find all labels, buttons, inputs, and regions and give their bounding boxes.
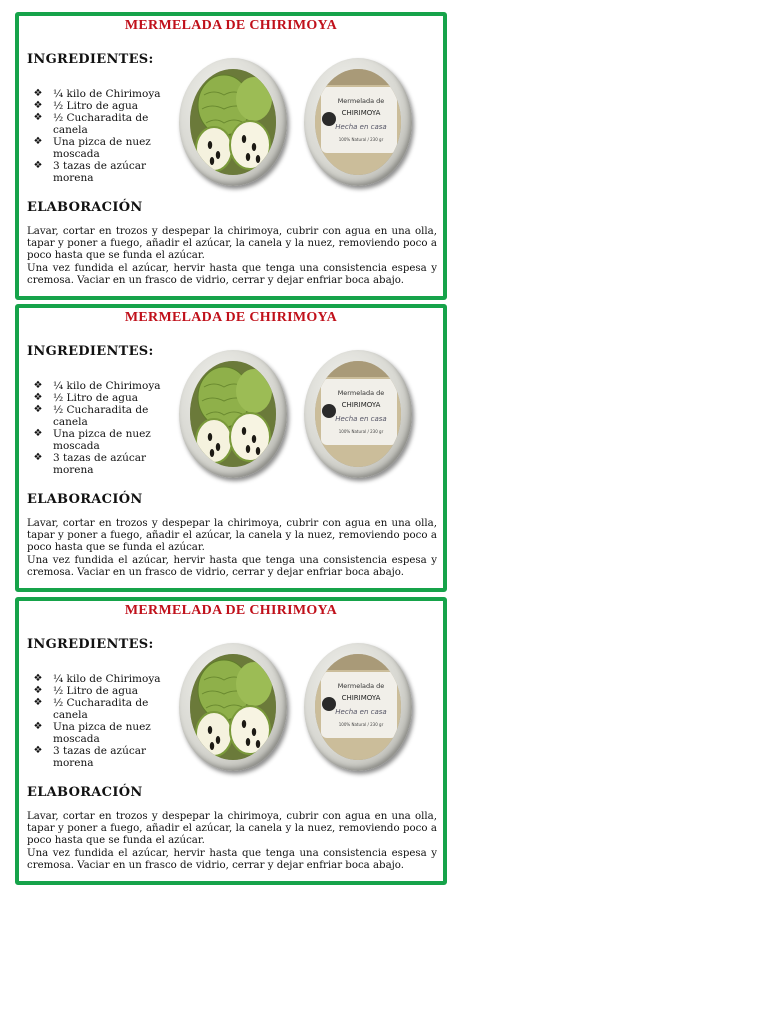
elaboration-heading: ELABORACIÓN [27,785,143,800]
jar-label-line4: 100% Natural / 230 gr [338,722,384,727]
jar-label-line4: 100% Natural / 230 gr [338,429,384,434]
ingredient-text: 3 tazas de azúcar morena [53,745,147,769]
ingredient-text: 3 tazas de azúcar morena [53,160,147,184]
ingredient-item [31,136,181,160]
diamond-bullet-icon: ❖ [33,745,43,756]
ingredient-item [31,673,181,685]
card-title: MERMELADA DE CHIRIMOYA [124,18,338,33]
ingredient-item [31,745,181,769]
jam-jar-image [315,69,401,175]
diamond-bullet-icon: ❖ [33,100,43,111]
jar-label-line2: CHIRIMOYA [341,401,381,409]
diamond-bullet-icon: ❖ [33,404,43,415]
ingredient-item [31,380,181,392]
ingredient-text: Una pizca de nuez moscada [53,721,151,745]
jar-label-line1: Mermelada de [337,97,385,105]
ingredients-heading: INGREDIENTES: [27,52,154,67]
chirimoya-photo-frame [179,643,287,771]
ingredients-list [31,380,181,476]
ingredient-item [31,452,181,476]
ingredient-text: ¼ kilo de Chirimoya [53,380,161,392]
jar-label-line1: Mermelada de [337,682,385,690]
ingredient-text: Una pizca de nuez moscada [53,428,151,452]
chirimoya-photo-frame [179,350,287,478]
jam-jar-image [315,654,401,760]
chirimoya-fruit-image [190,69,276,175]
diamond-bullet-icon: ❖ [33,392,43,403]
elaboration-text [27,811,437,872]
diamond-bullet-icon: ❖ [33,452,43,463]
elaboration-text [27,518,437,579]
step-paragraph: Una vez fundida el azúcar, hervir hasta que tenga una consistencia espesa y cremosa. Vaciar en un frasco de vidrio, cerrar y dejar enfriar boca abajo. [27,554,437,578]
step-paragraph: Lavar, cortar en trozos y despepar la chirimoya, cubrir con agua en una olla, tapar y poner a fuego, añadir el azúcar, la canela y la nuez, removiendo poco a poco hasta que se funda el azúcar. [27,226,437,262]
ingredient-item [31,100,181,112]
ingredient-item [31,88,181,100]
ingredient-item [31,112,181,136]
ingredient-item [31,428,181,452]
ingredient-text: ½ Cucharadita de canela [53,112,149,136]
ingredient-text: Una pizca de nuez moscada [53,136,151,160]
jar-label-line1: Mermelada de [337,389,385,397]
diamond-bullet-icon: ❖ [33,428,43,439]
ingredient-text: ¼ kilo de Chirimoya [53,88,161,100]
ingredient-text: ¼ kilo de Chirimoya [53,673,161,685]
ingredient-item [31,697,181,721]
diamond-bullet-icon: ❖ [33,721,43,732]
card-title: MERMELADA DE CHIRIMOYA [124,310,338,325]
chirimoya-photo-frame [179,58,287,186]
step-paragraph: Una vez fundida el azúcar, hervir hasta que tenga una consistencia espesa y cremosa. Vaciar en un frasco de vidrio, cerrar y dejar enfriar boca abajo. [27,847,437,871]
elaboration-heading: ELABORACIÓN [27,492,143,507]
diamond-bullet-icon: ❖ [33,136,43,147]
ingredients-heading: INGREDIENTES: [27,344,154,359]
jar-label-line3: Hecha en casa [335,123,387,131]
diamond-bullet-icon: ❖ [33,673,43,684]
jam-jar-image [315,361,401,467]
recipe-card-2 [15,304,447,592]
step-paragraph: Lavar, cortar en trozos y despepar la chirimoya, cubrir con agua en una olla, tapar y poner a fuego, añadir el azúcar, la canela y la nuez, removiendo poco a poco hasta que se funda el azúcar. [27,811,437,847]
diamond-bullet-icon: ❖ [33,697,43,708]
ingredient-item [31,160,181,184]
jar-label-line3: Hecha en casa [335,708,387,716]
diamond-bullet-icon: ❖ [33,88,43,99]
ingredient-text: ½ Litro de agua [53,100,139,112]
recipe-card-3 [15,597,447,885]
ingredient-text: ½ Cucharadita de canela [53,404,149,428]
ingredient-text: ½ Litro de agua [53,685,139,697]
step-paragraph: Lavar, cortar en trozos y despepar la chirimoya, cubrir con agua en una olla, tapar y poner a fuego, añadir el azúcar, la canela y la nuez, removiendo poco a poco hasta que se funda el azúcar. [27,518,437,554]
ingredient-item [31,392,181,404]
jar-label-line2: CHIRIMOYA [341,694,381,702]
recipe-card-1 [15,12,447,300]
jar-label-line4: 100% Natural / 230 gr [338,137,384,142]
ingredient-item [31,685,181,697]
elaboration-heading: ELABORACIÓN [27,200,143,215]
ingredients-heading: INGREDIENTES: [27,637,154,652]
ingredient-text: ½ Cucharadita de canela [53,697,149,721]
jar-label-line2: CHIRIMOYA [341,109,381,117]
ingredient-item [31,404,181,428]
ingredients-list [31,673,181,769]
diamond-bullet-icon: ❖ [33,380,43,391]
chirimoya-fruit-image [190,361,276,467]
jar-photo-frame [304,643,412,771]
jar-label-line3: Hecha en casa [335,415,387,423]
step-paragraph: Una vez fundida el azúcar, hervir hasta que tenga una consistencia espesa y cremosa. Vaciar en un frasco de vidrio, cerrar y dejar enfriar boca abajo. [27,262,437,286]
card-title: MERMELADA DE CHIRIMOYA [124,603,338,618]
diamond-bullet-icon: ❖ [33,160,43,171]
jar-photo-frame [304,58,412,186]
ingredients-list [31,88,181,184]
chirimoya-fruit-image [190,654,276,760]
diamond-bullet-icon: ❖ [33,112,43,123]
elaboration-text [27,226,437,287]
ingredient-item [31,721,181,745]
ingredient-text: 3 tazas de azúcar morena [53,452,147,476]
diamond-bullet-icon: ❖ [33,685,43,696]
jar-photo-frame [304,350,412,478]
ingredient-text: ½ Litro de agua [53,392,139,404]
